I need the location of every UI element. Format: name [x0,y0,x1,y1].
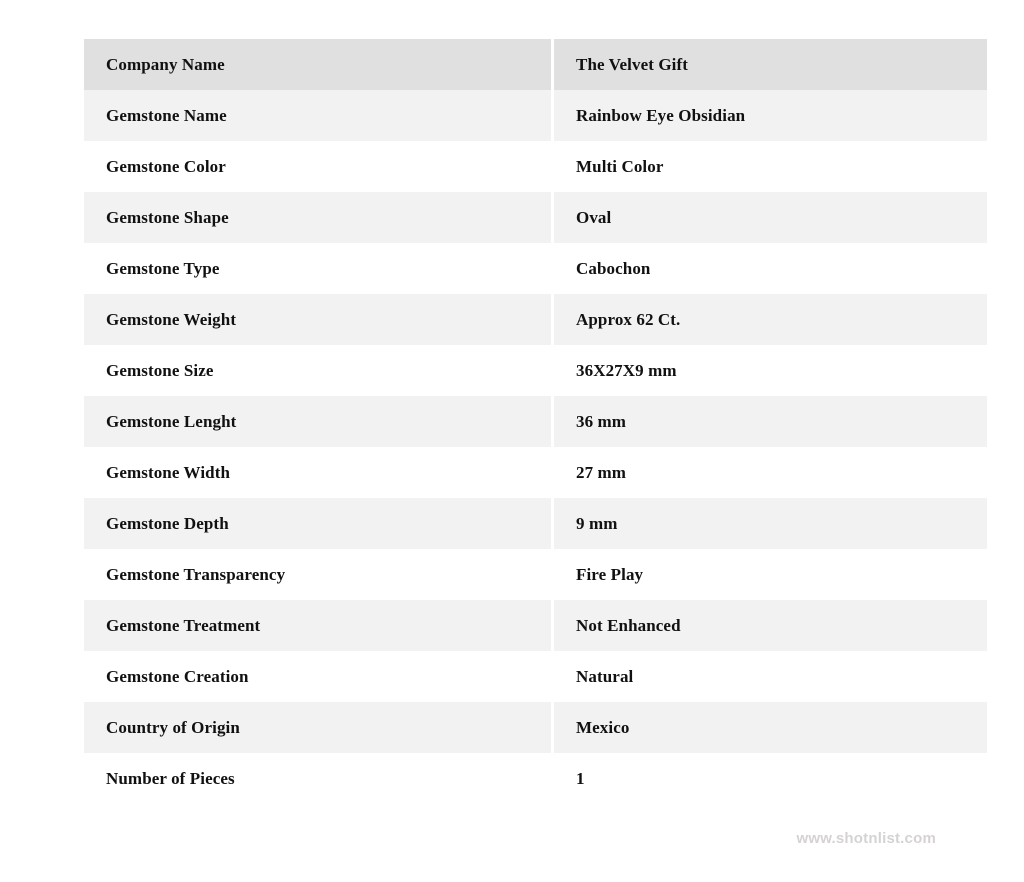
table-row [84,345,987,396]
table-row [84,90,987,141]
spec-value: 27 mm [553,447,988,498]
spec-table-body [84,39,987,804]
watermark: www.shotnlist.com [796,830,936,847]
spec-label: Gemstone Weight [84,294,553,345]
spec-label: Gemstone Size [84,345,553,396]
table-row [84,294,987,345]
spec-label: Number of Pieces [84,753,553,804]
spec-label: Gemstone Type [84,243,553,294]
spec-value: 36X27X9 mm [553,345,988,396]
spec-value: Oval [553,192,988,243]
spec-label: Gemstone Transparency [84,549,553,600]
spec-label: Country of Origin [84,702,553,753]
spec-value: The Velvet Gift [553,39,988,90]
spec-value: Not Enhanced [553,600,988,651]
spec-label: Gemstone Creation [84,651,553,702]
spec-label: Gemstone Lenght [84,396,553,447]
table-row [84,498,987,549]
spec-label: Gemstone Width [84,447,553,498]
table-row [84,192,987,243]
spec-value: Natural [553,651,988,702]
spec-label: Company Name [84,39,553,90]
spec-label: Gemstone Color [84,141,553,192]
spec-value: 9 mm [553,498,988,549]
table-row [84,702,987,753]
spec-value: 36 mm [553,396,988,447]
gemstone-spec-table [84,39,987,804]
spec-value: 1 [553,753,988,804]
spec-value: Cabochon [553,243,988,294]
table-row [84,141,987,192]
spec-value: Mexico [553,702,988,753]
table-row [84,243,987,294]
table-row [84,753,987,804]
spec-label: Gemstone Name [84,90,553,141]
spec-label: Gemstone Depth [84,498,553,549]
spec-label: Gemstone Treatment [84,600,553,651]
table-row [84,396,987,447]
spec-value: Multi Color [553,141,988,192]
spec-value: Fire Play [553,549,988,600]
table-row [84,39,987,90]
table-row [84,600,987,651]
table-row [84,447,987,498]
spec-label: Gemstone Shape [84,192,553,243]
table-row [84,549,987,600]
spec-value: Approx 62 Ct. [553,294,988,345]
spec-value: Rainbow Eye Obsidian [553,90,988,141]
table-row [84,651,987,702]
